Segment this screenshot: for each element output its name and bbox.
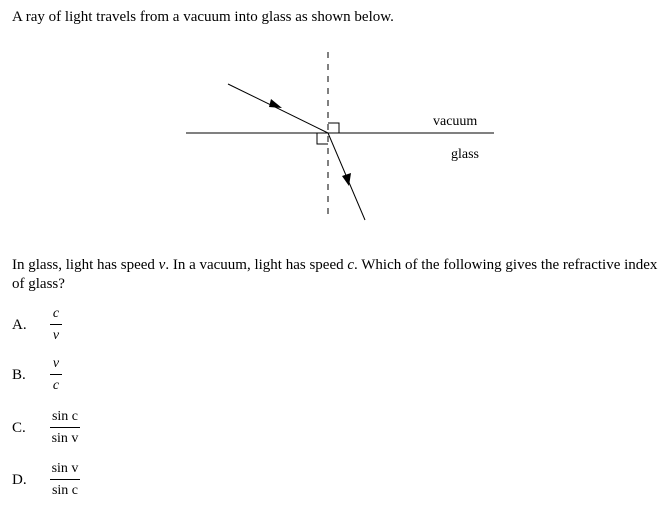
option-b[interactable] bbox=[0, 356, 200, 400]
fraction-denominator: c bbox=[52, 378, 60, 393]
right-angle-marker-top bbox=[328, 123, 339, 133]
option-fraction bbox=[50, 409, 80, 447]
question-text-part3: . Which of the following gives the refractive index of glass? bbox=[12, 257, 658, 292]
fraction-bar bbox=[50, 374, 62, 375]
incident-ray-arrowhead bbox=[269, 99, 282, 108]
option-d[interactable] bbox=[0, 461, 200, 505]
option-letter: A. bbox=[12, 317, 27, 333]
var-c: c bbox=[347, 257, 355, 273]
var-v: v bbox=[158, 257, 166, 273]
fraction-bar bbox=[50, 427, 80, 428]
option-letter: B. bbox=[12, 367, 26, 383]
option-a[interactable] bbox=[0, 306, 200, 350]
question-text-part1: In glass, light has speed bbox=[12, 257, 159, 273]
question-intro: A ray of light travels from a vacuum into glass as shown below. bbox=[12, 9, 394, 25]
option-letter: C. bbox=[12, 420, 26, 436]
fraction-numerator: v bbox=[52, 356, 60, 371]
vacuum-label: vacuum bbox=[433, 114, 478, 129]
fraction-numerator: sin c bbox=[51, 409, 79, 424]
question-text bbox=[12, 256, 662, 294]
option-fraction bbox=[50, 461, 80, 499]
option-letter: D. bbox=[12, 472, 27, 488]
refraction-diagram bbox=[0, 0, 664, 240]
right-angle-marker-bottom bbox=[317, 133, 328, 144]
option-fraction bbox=[50, 356, 62, 394]
fraction-bar bbox=[50, 324, 62, 325]
fraction-numerator: c bbox=[52, 306, 60, 321]
fraction-denominator: v bbox=[52, 328, 60, 343]
incident-ray bbox=[228, 84, 328, 133]
option-fraction bbox=[50, 306, 62, 344]
fraction-denominator: sin v bbox=[51, 431, 79, 446]
glass-label: glass bbox=[451, 147, 479, 162]
option-c[interactable] bbox=[0, 409, 200, 453]
question-text-part2: . In a vacuum, light has speed bbox=[165, 257, 348, 273]
fraction-denominator: sin c bbox=[51, 483, 79, 498]
fraction-bar bbox=[50, 479, 80, 480]
fraction-numerator: sin v bbox=[51, 461, 79, 476]
